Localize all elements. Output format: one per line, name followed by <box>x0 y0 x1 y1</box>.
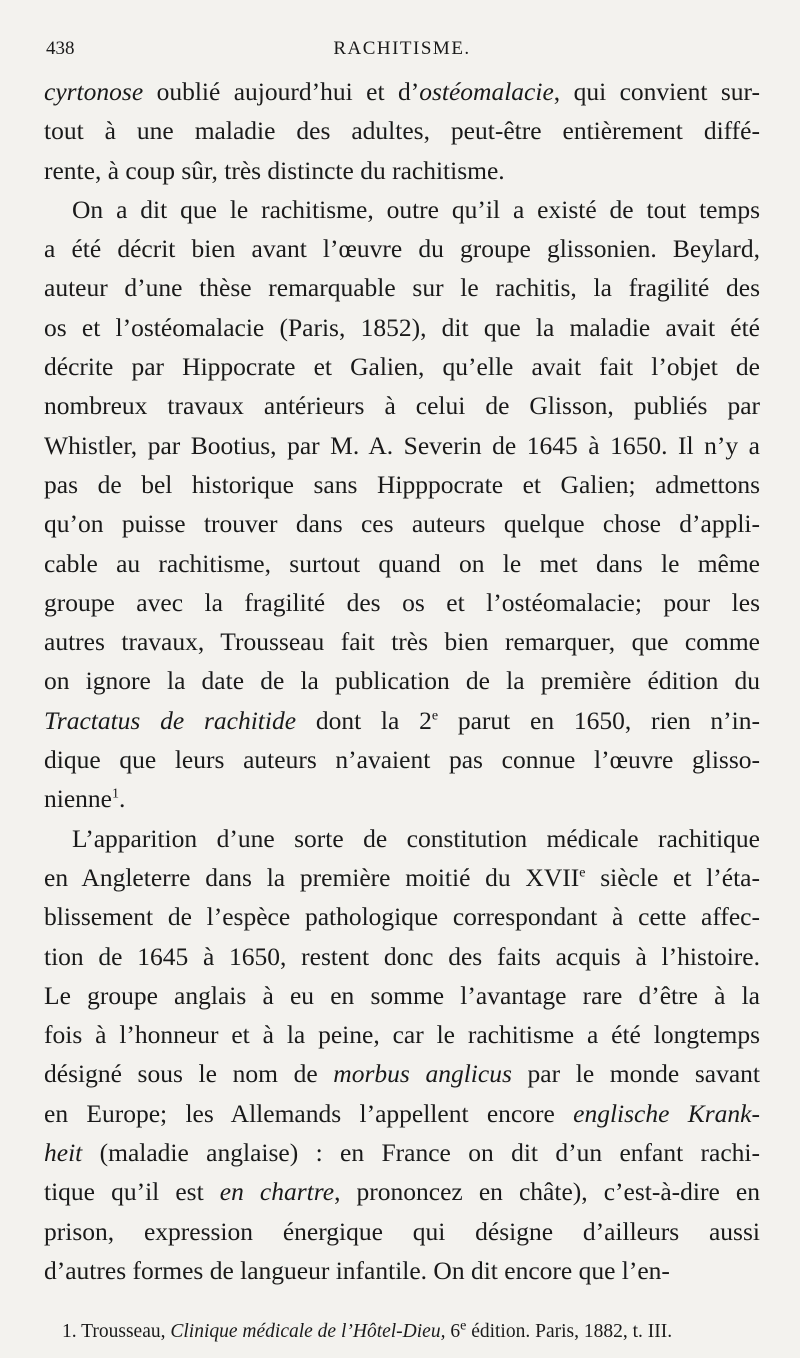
text-run: nienne <box>44 784 112 814</box>
text-line <box>44 72 760 111</box>
text-run: tion de 1645 à 1650, restent donc des faits acquis à l’histoire. <box>44 941 760 971</box>
text-line <box>44 1172 760 1211</box>
text-run: d’autres formes de langueur infantile. On dit encore que l’en- <box>44 1255 670 1285</box>
text-line <box>44 229 760 268</box>
text-run: autres travaux, Trousseau fait très bien remarquer, que comme <box>44 627 760 657</box>
text-run: cable au rachitisme, surtout quand on le met dans le même <box>44 548 760 578</box>
text-run: par le monde savant <box>511 1059 760 1089</box>
italic-text: englische Krank- <box>573 1098 760 1128</box>
text-run: dique que leurs auteurs n’avaient pas connue l’œuvre glisso- <box>44 745 760 775</box>
text-run: , qui convient sur- <box>553 77 760 106</box>
page-header <box>44 38 760 68</box>
text-run: Whistler, par Bootius, par M. A. Severin de 1645 à 1650. Il n’y a <box>44 430 760 460</box>
text-run: prison, expression énergique qui désigne d’ailleurs aussi <box>44 1216 760 1246</box>
text-run: Le groupe anglais à eu en somme l’avantage rare d’être à la <box>44 980 760 1010</box>
text-run: auteur d’une thèse remarquable sur le rachitis, la fragilité des <box>44 273 760 303</box>
paragraph <box>44 819 760 1291</box>
text-run: fois à l’honneur et à la peine, car le rachitisme a été longtemps <box>44 1020 760 1050</box>
text-line <box>44 740 760 779</box>
footnote-edition-sup: e <box>460 1318 467 1334</box>
text-run: désigné sous le nom de <box>44 1059 334 1089</box>
footnote-title: Clinique médicale de l’Hôtel-Dieu, <box>170 1321 446 1342</box>
text-line <box>44 858 760 897</box>
text-line <box>44 976 760 1015</box>
text-line <box>44 111 760 150</box>
text-line <box>44 544 760 583</box>
paragraph <box>44 190 760 819</box>
text-line <box>44 1015 760 1054</box>
superscript: e <box>579 865 586 881</box>
italic-text: heit <box>44 1138 83 1168</box>
footnote-rest: édition. Paris, 1882, t. III. <box>466 1321 673 1342</box>
text-line <box>44 426 760 465</box>
text-run: blissement de l’espèce pathologique correspondant à cette affec- <box>44 902 760 932</box>
text-run: on ignore la date de la publication de la première édition du <box>44 666 760 696</box>
text-line <box>44 465 760 504</box>
text-line <box>44 190 760 229</box>
text-line <box>44 386 760 425</box>
text-run: . <box>118 784 126 814</box>
italic-text: cyrtonose <box>44 77 144 106</box>
text-run: oublié aujourd’hui et d’ <box>143 77 420 106</box>
text-line <box>44 622 760 661</box>
text-line <box>44 937 760 976</box>
text-line <box>44 1251 760 1290</box>
body-text <box>44 72 760 1290</box>
footnote-author: Trousseau, <box>81 1321 166 1342</box>
text-run: (maladie anglaise) : en France on dit d’un enfant rachi- <box>82 1138 760 1168</box>
text-line <box>44 779 760 818</box>
footnote-edition: 6 <box>450 1321 461 1342</box>
superscript: e <box>431 708 439 724</box>
page-number: 438 <box>46 38 75 59</box>
text-line <box>44 1094 760 1133</box>
text-line <box>44 268 760 307</box>
italic-text: ostéomalacie <box>419 77 554 106</box>
text-run: décrite par Hippocrate et Galien, qu’elle avait fait l’objet de <box>44 352 760 382</box>
text-run: en Europe; les Allemands l’appellent encore <box>44 1098 574 1128</box>
text-line <box>44 504 760 543</box>
running-head: RACHITISME. <box>333 38 471 59</box>
text-run: , prononcez en châte), c’est-à-dire en <box>334 1177 760 1207</box>
text-run: os et l’ostéomalacie (Paris, 1852), dit que la maladie avait été <box>44 312 760 342</box>
text-line <box>44 1133 760 1172</box>
text-line <box>44 661 760 700</box>
text-line <box>44 151 760 190</box>
text-run: pas de bel historique sans Hipppocrate et Galien; admettons <box>44 469 760 499</box>
italic-text: en chartre <box>219 1177 335 1207</box>
text-run: siècle et l’éta- <box>585 862 760 892</box>
text-run: rente, à coup sûr, très distincte du rachitisme. <box>44 155 505 185</box>
footnote-number: 1. <box>62 1321 77 1342</box>
text-run: On a dit que le rachitisme, outre qu’il a existé de tout temps <box>72 194 760 224</box>
text-line <box>44 897 760 936</box>
italic-text: morbus anglicus <box>333 1059 512 1089</box>
text-line <box>44 347 760 386</box>
text-run: groupe avec la fragilité des os et l’ostéomalacie; pour les <box>44 587 760 617</box>
text-line <box>44 583 760 622</box>
text-run: en Angleterre dans la première moitié du XVII <box>44 862 580 892</box>
text-line <box>44 819 760 858</box>
text-line <box>44 1054 760 1093</box>
text-run: dont la 2 <box>296 705 432 735</box>
text-run: a été décrit bien avant l’œuvre du groupe glissonien. Beylard, <box>44 234 760 264</box>
text-run: L’apparition d’une sorte de constitution médicale rachitique <box>72 823 760 853</box>
superscript: 1 <box>111 786 119 802</box>
text-run: tique qu’il est <box>44 1177 220 1207</box>
text-run: qu’on puisse trouver dans ces auteurs quelque chose d’appli- <box>44 509 760 539</box>
footnote <box>44 1320 760 1344</box>
italic-text: Tractatus de rachitide <box>44 705 297 735</box>
text-line <box>44 701 760 740</box>
text-run: tout à une maladie des adultes, peut-être entièrement diffé- <box>44 116 760 146</box>
text-line <box>44 308 760 347</box>
text-run: nombreux travaux antérieurs à celui de Glisson, publiés par <box>44 391 760 421</box>
paragraph <box>44 72 760 190</box>
text-line <box>44 1212 760 1251</box>
text-run: parut en 1650, rien n’in- <box>438 705 760 735</box>
